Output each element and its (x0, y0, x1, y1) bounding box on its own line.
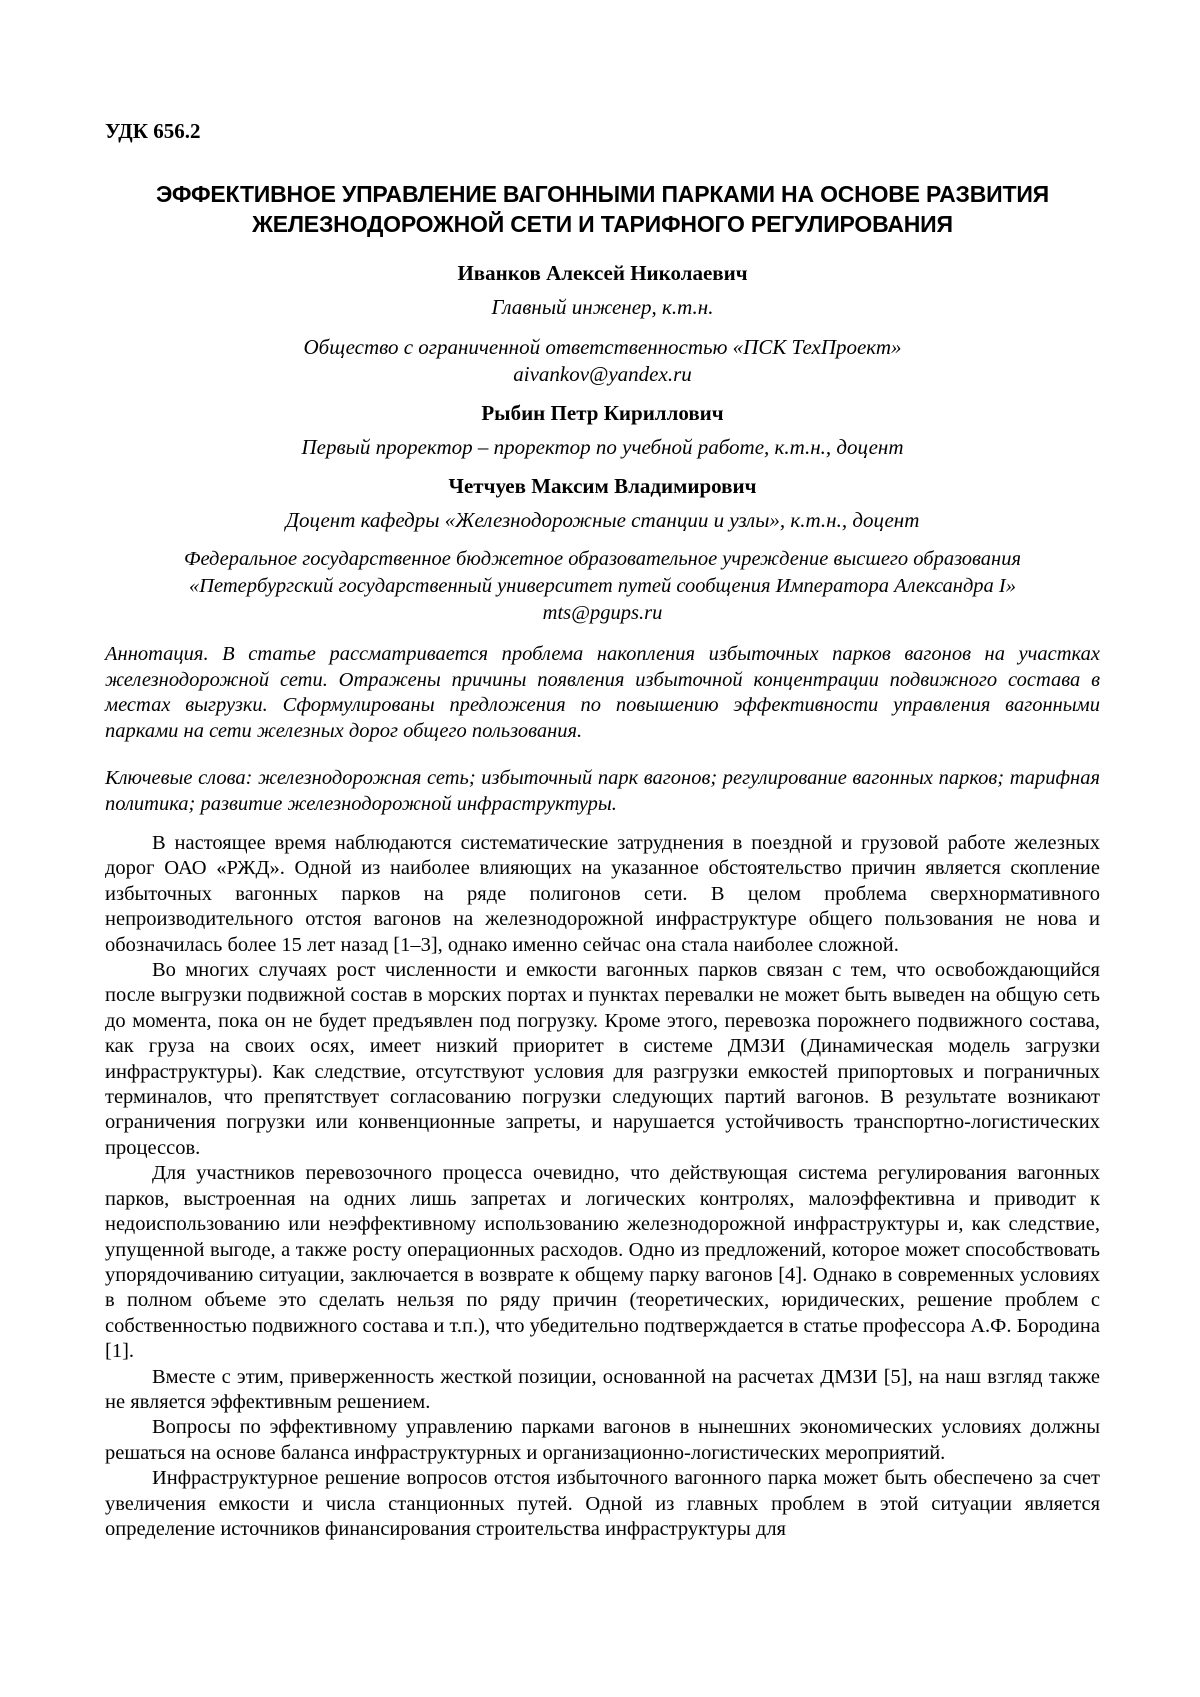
body-paragraph-2: Во многих случаях рост численности и емкости вагонных парков связан с тем, что освобождающийся после выгрузки подвижной состав в морских портах и пунктах перевалки не может быть выведен на общую сеть до момента, пока он не будет предъявлен под погрузку. Кроме этого, перевозка порожнего подвижного состава, как груза на своих осях, имеет низкий приоритет в системе ДМЗИ (Динамическая модель загрузки инфраструктуры). Как следствие, отсутствуют условия для разгрузки емкостей припортовых и пограничных терминалов, что препятствует согласованию погрузки следующих партий вагонов. В результате возникают ограничения погрузки или конвенционные запреты, и нарушается устойчивость транспортно-логистических процессов. (105, 959, 1100, 1159)
author-block-2 (105, 400, 1100, 461)
article-title (105, 179, 1100, 239)
author-2-name: Рыбин Петр Кириллович (481, 401, 724, 425)
author-1-organization: Общество с ограниченной ответственностью «ПСК ТехПроект» (303, 335, 902, 359)
abstract-paragraph: Аннотация. В статье рассматривается проблема накопления избыточных парков вагонов на участках железнодорожной сети. Отражены причины появления избыточной концентрации подвижного состава в местах выгрузки. Сформулированы предложения по повышению эффективности управления вагонными парками на сети железных дорог общего пользования. (105, 643, 1100, 742)
affiliation-line-1: Федеральное государственное бюджетное образовательное учреждение высшего образования (183, 548, 1022, 570)
body-paragraph-6: Инфраструктурное решение вопросов отстоя избыточного вагонного парка может быть обеспечено за счет увеличения емкости и числа станционных путей. Одной из главных проблем в этой ситуации является определение источников финансирования строительства инфраструктуры для (105, 1467, 1100, 1540)
body-paragraph-4: Вместе с этим, приверженность жесткой позиции, основанной на расчетах ДМЗИ [5], на наш взгляд также не является эффективным решением. (105, 1365, 1100, 1413)
affiliation-line-2: «Петербургский государственный университет путей сообщения Императора Александра I» (188, 575, 1017, 597)
author-3-position: Доцент кафедры «Железнодорожные станции и узлы», к.т.н., доцент (285, 508, 920, 532)
keywords-paragraph: Ключевые слова: железнодорожная сеть; избыточный парк вагонов; регулирование вагонных парков; тарифная политика; развитие железнодорожной инфраструктуры. (105, 767, 1100, 815)
article-title-line-1: ЭФФЕКТИВНОЕ УПРАВЛЕНИЕ ВАГОННЫМИ ПАРКАМИ НА ОСНОВЕ РАЗВИТИЯ (155, 181, 1050, 207)
author-1-email: aivankov@yandex.ru (513, 362, 692, 386)
author-1-name: Иванков Алексей Николаевич (457, 261, 748, 285)
body-paragraph-5: Вопросы по эффективному управлению парками вагонов в нынешних экономических условиях должны решаться на основе баланса инфраструктурных и организационно-логистических мероприятий. (105, 1416, 1100, 1464)
author-block-3 (105, 473, 1100, 534)
affiliation-block (105, 546, 1100, 627)
udc-code: УДК 656.2 (105, 119, 201, 143)
author-3-name: Четчуев Максим Владимирович (448, 474, 757, 498)
article-body (105, 831, 1100, 1542)
body-paragraph-3: Для участников перевозочного процесса очевидно, что действующая система регулирования вагонных парков, выстроенная на одних лишь запретах и логических контролях, малоэффективна и приводит к недоиспользованию или неэффективному использованию железнодорожной инфраструктуры и, как следствие, упущенной выгоде, а также росту операционных расходов. Одно из предложений, которое может способствовать упорядочиванию ситуации, заключается в возврате к общему парку вагонов [4]. Однако в современных условиях в полном объеме это сделать нельзя по ряду причин (теоретических, юридических, решение проблем с собственностью подвижного состава и т.п.), что убедительно подтверждается в статье профессора А.Ф. Бородина [1]. (105, 1162, 1100, 1363)
author-block-1 (105, 260, 1100, 388)
body-paragraph-1: В настоящее время наблюдаются систематические затруднения в поездной и грузовой работе железных дорог ОАО «РЖД». Одной из наиболее влияющих на указанное обстоятельство причин является скопление избыточных вагонных парков на ряде полигонов сети. В целом проблема сверхнормативного непроизводительного отстоя вагонов на железнодорожной инфраструктуре общего пользования не нова и обозначилась более 15 лет назад [1–3], однако именно сейчас она стала наиболее сложной. (105, 832, 1100, 956)
author-1-position: Главный инженер, к.т.н. (491, 295, 714, 319)
article-title-line-2: ЖЕЛЕЗНОДОРОЖНОЙ СЕТИ И ТАРИФНОГО РЕГУЛИРОВАНИЯ (252, 211, 953, 237)
author-2-position: Первый проректор – проректор по учебной работе, к.т.н., доцент (301, 435, 904, 459)
affiliation-email: mts@pgups.ru (542, 602, 663, 624)
